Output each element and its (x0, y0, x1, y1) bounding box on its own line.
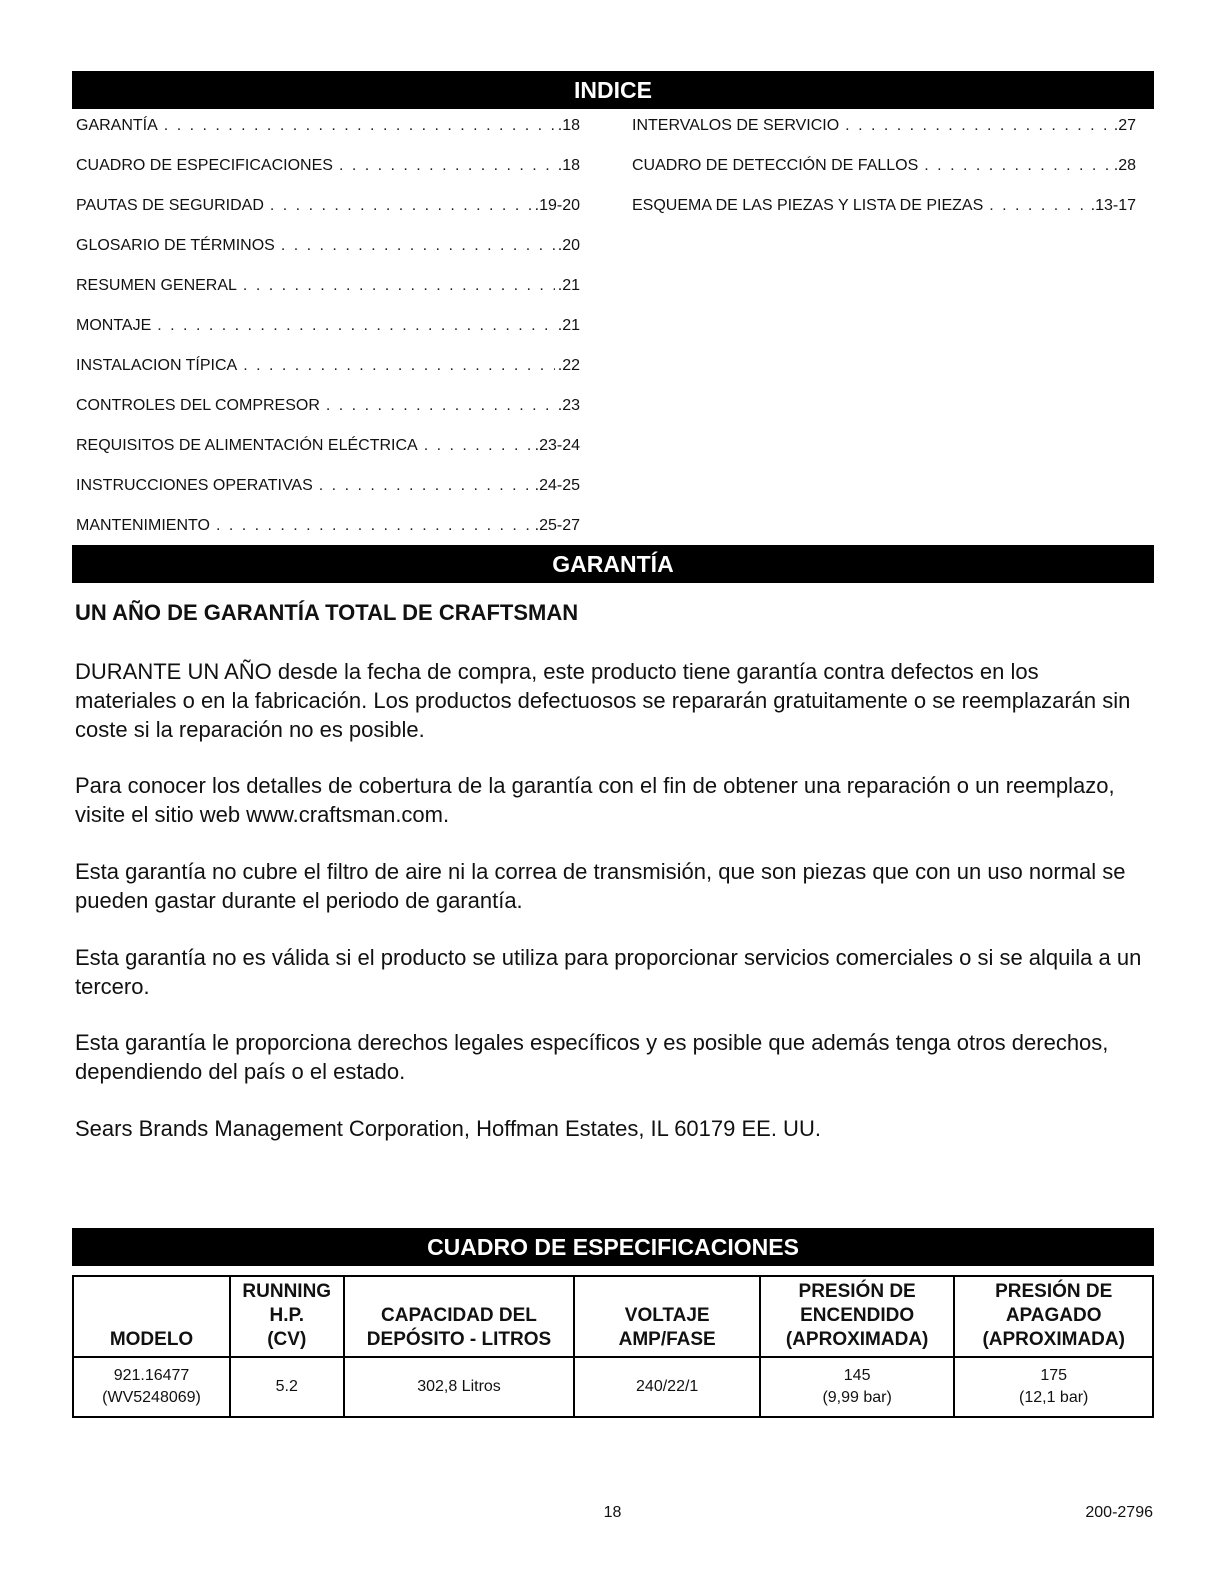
dot-leader (164, 117, 555, 135)
dot-leader (319, 477, 532, 495)
specs-header-row (73, 1276, 1153, 1357)
index-entry-label: INSTALACION TÍPICA (76, 357, 238, 374)
specs-title-bar (72, 1228, 1154, 1266)
index-entry-page: .20 (557, 237, 580, 254)
warranty-paragraph: Para conocer los detalles de cobertura de la garantía con el fin de obtener una reparación o un reemplazo, visite el sitio web www.craftsman.com. (75, 773, 1115, 827)
index-entry (76, 277, 580, 317)
column-header-line: CAPACIDAD DEL (381, 1305, 537, 1326)
index-entry-page: .23 (557, 397, 580, 414)
column-header-line: VOLTAJE (624, 1305, 710, 1326)
index-entry-page: .27 (1113, 117, 1136, 134)
index-entry-page: .13-17 (1090, 197, 1136, 214)
dot-leader (339, 157, 555, 175)
table-cell-line: 5.2 (275, 1378, 298, 1395)
index-entry-label: PAUTAS DE SEGURIDAD (76, 197, 264, 214)
column-header-line: MODELO (109, 1329, 194, 1350)
column-header (760, 1276, 955, 1357)
index-entry (76, 197, 580, 237)
page-number: 18 (603, 1504, 622, 1521)
dot-leader (281, 237, 555, 255)
column-header-line: RUNNING (242, 1281, 332, 1302)
warranty-paragraph: Esta garantía no es válida si el producto se utiliza para proporcionar servicios comerciales o si se alquila a un tercero. (75, 945, 1142, 999)
column-header-line: DEPÓSITO - LITROS (366, 1329, 552, 1350)
index-entry (76, 437, 580, 477)
index-entry (76, 397, 580, 437)
index-entry (76, 117, 580, 157)
dot-leader (924, 157, 1110, 175)
index-entry-page: .19-20 (534, 197, 580, 214)
index-entry-page: .22 (557, 357, 580, 374)
index-entry-page: .23-24 (534, 437, 580, 454)
index-entry (76, 317, 580, 357)
index-entry-page: .18 (557, 157, 580, 174)
column-header (344, 1276, 575, 1357)
index-entry (632, 197, 1136, 237)
table-cell-line: (9,99 bar) (822, 1389, 892, 1406)
table-cell (73, 1357, 230, 1417)
index-entry-label: GLOSARIO DE TÉRMINOS (76, 237, 275, 254)
warranty-title-bar (72, 545, 1154, 583)
dot-leader (424, 437, 532, 455)
column-header-line: PRESIÓN DE (995, 1281, 1113, 1302)
warranty-paragraph: Esta garantía le proporciona derechos legales específicos y es posible que además tenga otros derechos, dependiendo del país o el estado. (75, 1030, 1109, 1084)
table-cell (954, 1357, 1153, 1417)
column-header-line: H.P. (269, 1305, 305, 1326)
index-entry-page: .25-27 (534, 517, 580, 534)
table-cell (230, 1357, 343, 1417)
column-header (73, 1276, 230, 1357)
index-entry (76, 157, 580, 197)
index-entry (76, 237, 580, 277)
index-entry-label: INTERVALOS DE SERVICIO (632, 117, 840, 134)
index-entry-label: MONTAJE (76, 317, 152, 334)
table-cell-line: 240/22/1 (636, 1378, 699, 1395)
index-entry-label: INSTRUCCIONES OPERATIVAS (76, 477, 313, 494)
index-title-bar (72, 71, 1154, 109)
index-entry-page: .28 (1113, 157, 1136, 174)
index-entry-label: CONTROLES DEL COMPRESOR (76, 397, 320, 414)
index-entry-page: .21 (557, 317, 580, 334)
dot-leader (216, 517, 532, 535)
table-cell-line: 921.16477 (113, 1367, 190, 1384)
column-header-line: (CV) (267, 1329, 307, 1350)
column-header-line: (APROXIMADA) (982, 1329, 1125, 1350)
index-entry-label: REQUISITOS DE ALIMENTACIÓN ELÉCTRICA (76, 437, 418, 454)
dot-leader (989, 197, 1087, 215)
table-cell-line: 175 (1040, 1367, 1068, 1384)
index-entry-label: CUADRO DE ESPECIFICACIONES (76, 157, 333, 174)
table-cell-line: 145 (843, 1367, 871, 1384)
table-cell (344, 1357, 575, 1417)
dot-leader (243, 277, 555, 295)
dot-leader (326, 397, 555, 415)
warranty-paragraph: DURANTE UN AÑO desde la fecha de compra, este producto tiene garantía contra defectos en los materiales o en la fabricación. Los productos defectuosos se repararán gratuitamente o se reemplazarán sin coste si la reparación no es posible. (75, 659, 1131, 742)
index-entry-label: RESUMEN GENERAL (76, 277, 237, 294)
table-cell-line: (WV5248069) (102, 1389, 201, 1406)
specs-table (72, 1275, 1154, 1418)
index-entry-page: .21 (557, 277, 580, 294)
index-entry-label: CUADRO DE DETECCIÓN DE FALLOS (632, 157, 919, 174)
index-entry-page: .24-25 (534, 477, 580, 494)
index-entry-label: MANTENIMIENTO (76, 517, 210, 534)
index-entry-label: ESQUEMA DE LAS PIEZAS Y LISTA DE PIEZAS (632, 197, 984, 214)
column-header (230, 1276, 343, 1357)
column-header-line: AMP/FASE (618, 1329, 716, 1350)
column-header (574, 1276, 759, 1357)
index-entry (632, 117, 1136, 157)
column-header-line: PRESIÓN DE (798, 1281, 916, 1302)
dot-leader (845, 117, 1111, 135)
index-entry (76, 357, 580, 397)
dot-leader (157, 317, 554, 335)
table-cell (760, 1357, 955, 1417)
warranty-paragraph: Esta garantía no cubre el filtro de aire ni la correa de transmisión, que son piezas que con un uso normal se pueden gastar durante el periodo de garantía. (75, 859, 1126, 913)
column-header-line: (APROXIMADA) (785, 1329, 929, 1350)
index-right-column (632, 117, 1136, 237)
column-header-line: APAGADO (1005, 1305, 1102, 1326)
dot-leader (270, 197, 532, 215)
document-number: 200-2796 (1085, 1504, 1153, 1521)
column-header (954, 1276, 1153, 1357)
table-cell (574, 1357, 759, 1417)
index-left-column (76, 117, 580, 557)
warranty-address: Sears Brands Management Corporation, Hoffman Estates, IL 60179 EE. UU. (75, 1116, 821, 1141)
table-cell-line: 302,8 Litros (417, 1378, 501, 1395)
index-entry-page: .18 (557, 117, 580, 134)
index-entry (632, 157, 1136, 197)
column-header-line: ENCENDIDO (800, 1305, 915, 1326)
index-entry-label: GARANTÍA (76, 117, 158, 134)
warranty-heading: UN AÑO DE GARANTÍA TOTAL DE CRAFTSMAN (75, 600, 579, 625)
warranty-title: GARANTÍA (552, 551, 674, 577)
table-row (73, 1357, 1153, 1417)
table-cell-line: (12,1 bar) (1019, 1389, 1089, 1406)
index-entry (76, 477, 580, 517)
index-title: INDICE (574, 77, 652, 103)
specs-title: CUADRO DE ESPECIFICACIONES (427, 1234, 799, 1260)
dot-leader (243, 357, 555, 375)
